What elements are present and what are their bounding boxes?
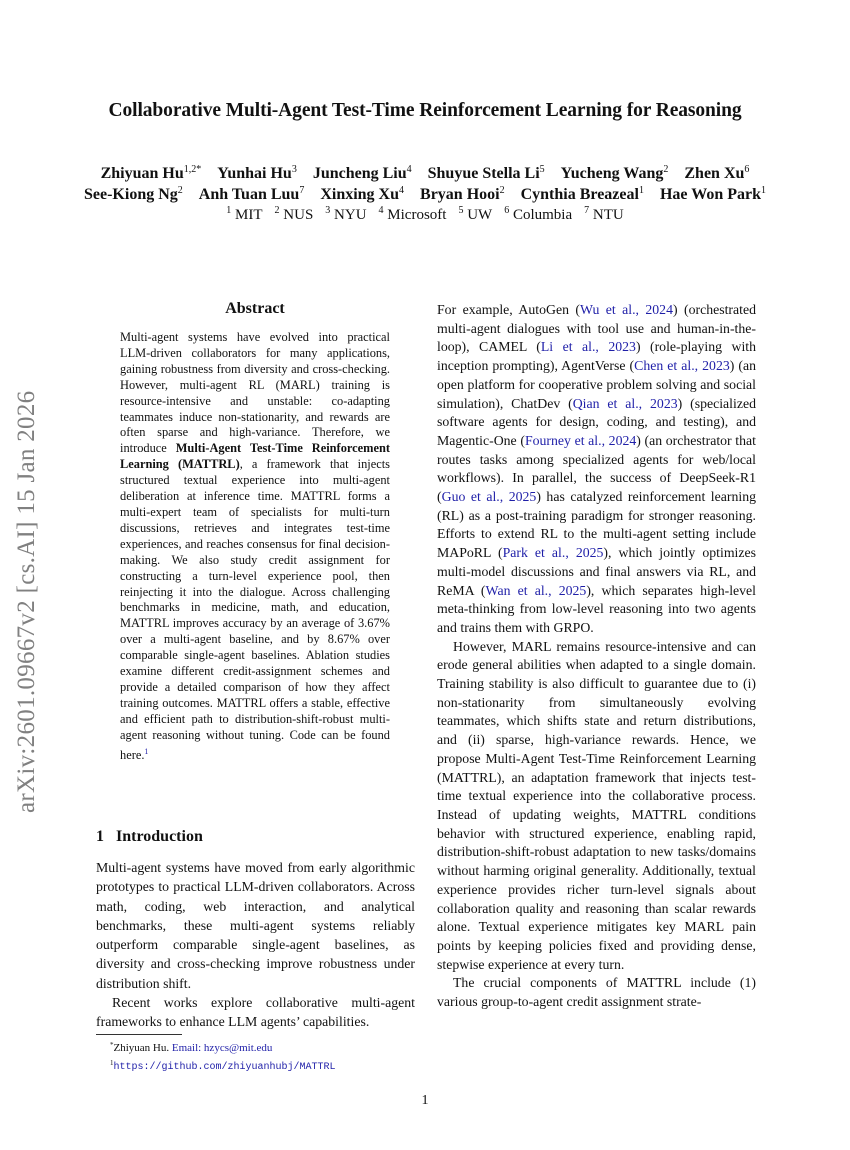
author-name: Anh Tuan Luu$^7$ bbox=[198, 185, 305, 203]
affiliation-number: 7 bbox=[584, 205, 590, 216]
affiliation-mark: 2 bbox=[177, 185, 183, 196]
affiliation-number: 1 bbox=[226, 205, 232, 216]
footnote-code-url bbox=[110, 1056, 336, 1075]
section-number: 1 bbox=[96, 828, 104, 845]
authors-row-2 bbox=[0, 185, 850, 204]
right-column-body bbox=[437, 301, 756, 1012]
arxiv-identifier-stamp: arXiv:2601.09667v2 [cs.AI] 15 Jan 2026 bbox=[13, 390, 40, 813]
citation-link[interactable]: Qian et al., 2023 bbox=[572, 395, 678, 411]
right-paragraph-2: However, MARL remains resource-intensive and can erode general abilities when adapted to a single domain. Training stability is also difficult to guarantee due to (i) non-stationarity from simultaneously evolving teammates, which shifts state and return distributions, and (ii) sparse, high-variance rewards. Hence, we propose Multi-Agent Test-Time Reinforcement Learning (MATTRL), an adaptation framework that injects test-time textual experience into the collaborative process. Instead of updating weights, MATTRL conditions behavior with structured experience, enabling rapid, distribution-shift-robust adaptation to new tasks/domains without harming original generality. Additionally, textual experience provides richer turn-level signals about collaboration quality and reasoning than scalar rewards alone. Textual experience mitigates key MARL pain points by keeping policies fixed and providing dense, stepwise experience at every turn. bbox=[437, 638, 756, 972]
text-run: ) (role-playing with inception prompting), AgentVerse ( bbox=[437, 339, 757, 374]
right-paragraph-1 bbox=[437, 301, 756, 638]
author-name: Yucheng Wang$^2$ bbox=[560, 164, 669, 182]
affiliation-number: 2 bbox=[274, 205, 280, 216]
right-paragraph-3: The crucial components of MATTRL include (1) various group-to-agent credit assignment strate- bbox=[437, 975, 756, 1010]
affiliation-item: $^5$ UW bbox=[458, 205, 493, 223]
abstract-text-1: Multi-agent systems have evolved into practical LLM-driven collaborators for many applications, gaining robustness from diversity and cross-checking. However, multi-agent RL (MARL) training is resource-intensive and unstable: co-adapting teammates induce non-stationarity, and rewards are often sparse and high-variance. Therefore, we introduce bbox=[120, 330, 390, 456]
footnote-mark-star: * bbox=[110, 1041, 114, 1049]
author-name: Shuyue Stella Li$^5$ bbox=[427, 164, 545, 182]
intro-paragraph-2: Recent works explore collaborative multi-agent frameworks to enhance LLM agents’ capabilities. bbox=[96, 995, 415, 1030]
affiliation-mark: 1,2* bbox=[183, 164, 202, 175]
affiliation-item: $^4$ Microsoft bbox=[378, 205, 447, 223]
authors-row-1 bbox=[0, 164, 850, 183]
text-run: ) (specialized software agents for design, coding, and testing), and Magentic-One ( bbox=[437, 395, 756, 448]
footnote-corresponding-author bbox=[110, 1038, 336, 1056]
affiliation-item: $^3$ NYU bbox=[325, 205, 367, 223]
abstract-text-2: , a framework that injects structured textual experience into multi-agent deliberation at inference time. MATTRL forms a multi-expert team of specialists for multi-turn discussions, retrieves and integrates test-time experiences, and reaches consensus for final decision-making. We also study credit assignment for constructing a turn-level experience pool, then reinjecting it into the dialogue. Across challenging benchmarks in medicine, math, and education, MATTRL improves accuracy by an average of 3.67% over a multi-agent baseline, and by 8.67% over comparable single-agent baselines. Ablation studies examine different credit-assignment schemes and provide a detailed comparison of how they affect training outcomes. MATTRL offers a stable, effective and efficient path to distribution-shift-robust multi-agent reasoning without tuning. Code can be found here. bbox=[120, 457, 390, 762]
affiliation-mark: 1 bbox=[638, 185, 644, 196]
footnote-author: Zhiyuan Hu. bbox=[113, 1042, 172, 1054]
citation-link[interactable]: Guo et al., 2025 bbox=[441, 489, 537, 505]
citation-link[interactable]: Park et al., 2025 bbox=[502, 545, 604, 561]
email-link[interactable]: Email: hzycs@mit.edu bbox=[171, 1042, 273, 1054]
footnote-mark-1: 1 bbox=[110, 1059, 114, 1067]
affiliation-mark: 4 bbox=[406, 164, 412, 175]
author-name: Xinxing Xu$^4$ bbox=[320, 185, 405, 203]
affiliation-mark: 1 bbox=[760, 185, 766, 196]
paper-title: Collaborative Multi-Agent Test-Time Reinforcement Learning for Reasoning bbox=[108, 100, 742, 121]
text-run: ) (an open platform for cooperative problem solving and social simulation), ChatDev ( bbox=[437, 358, 756, 411]
author-name: Yunhai Hu$^3$ bbox=[217, 164, 297, 182]
citation-link[interactable]: Chen et al., 2023 bbox=[634, 358, 730, 374]
author-name: Juncheng Liu$^4$ bbox=[312, 164, 412, 182]
text-run: ), which jointly optimizes multi-model discussions and final answers via RL, and ReMA ( bbox=[437, 545, 756, 598]
abstract-method-name: Multi-Agent Test-Time Reinforcement Learning (MATTRL) bbox=[120, 441, 390, 472]
affiliation-mark: 2 bbox=[663, 164, 669, 175]
citation-link[interactable]: Li et al., 2023 bbox=[540, 339, 636, 355]
affiliation-mark: 6 bbox=[744, 164, 750, 175]
text-run: For example, AutoGen ( bbox=[437, 302, 580, 317]
affiliation-item: $^2$ NUS bbox=[274, 205, 314, 223]
affiliation-number: 6 bbox=[504, 205, 510, 216]
section-title: Introduction bbox=[116, 828, 203, 845]
affiliation-mark: 5 bbox=[539, 164, 545, 175]
author-name: Zhiyuan $Hu^{1,2*}$ bbox=[100, 164, 202, 182]
footnote-link-1[interactable]: 1 bbox=[144, 746, 149, 756]
affiliation-mark: 3 bbox=[291, 164, 297, 175]
author-name: Bryan Hooi$^2$ bbox=[420, 185, 505, 203]
text-run: ) (orchestrated multi-agent dialogues with tool use and human-in-the-loop), CAMEL ( bbox=[437, 302, 756, 355]
affiliation-mark: 2 bbox=[499, 185, 505, 196]
affiliations bbox=[0, 205, 850, 224]
page-number: 1 bbox=[421, 1093, 429, 1108]
author-name: See-Kiong Ng$^2$ bbox=[84, 185, 183, 203]
affiliation-item: $^7$ NTU bbox=[584, 205, 624, 223]
author-name: Hae Won Park$^1$ bbox=[659, 185, 766, 203]
affiliation-mark: 4 bbox=[399, 185, 405, 196]
github-link[interactable]: https://github.com/zhiyuanhubj/MATTRL bbox=[113, 1062, 336, 1073]
affiliation-number: 5 bbox=[458, 205, 464, 216]
text-run: ) (an orchestrator that routes tasks among specialized agents for web/local workflows). In parallel, the success of DeepSeek-R1 ( bbox=[437, 432, 756, 505]
author-name: Zhen Xu$^6$ bbox=[684, 164, 750, 182]
section-heading-introduction bbox=[96, 828, 203, 846]
citation-link[interactable]: Fourney et al., 2024 bbox=[524, 432, 637, 448]
affiliation-item: $^1$ MIT bbox=[226, 205, 263, 223]
footnote-rule bbox=[96, 1034, 182, 1035]
affiliation-mark: 7 bbox=[299, 185, 305, 196]
text-run: ) has catalyzed reinforcement learning (RL) as a post-training paradigm for stronger reasoning. Efforts to extend RL to the multi-agent setting include MAPoRL ( bbox=[437, 489, 756, 561]
footnotes bbox=[110, 1038, 336, 1075]
abstract-heading: Abstract bbox=[225, 300, 285, 317]
intro-paragraph-1: Multi-agent systems have moved from early algorithmic prototypes to practical LLM-driven collaborators. Across math, coding, web interaction, and analytical benchmarks, these multi-agent systems reliably outperform comparable single-agent baselines, as diversity and cross-checking improve robustness under distribution shift. bbox=[96, 860, 415, 991]
affiliation-item: $^6$ Columbia bbox=[504, 205, 573, 223]
abstract-body bbox=[120, 330, 390, 763]
affiliation-number: 3 bbox=[325, 205, 331, 216]
text-run: ), which separates high-level meta-thinking from low-level reasoning into two agents and trains them with GRPO. bbox=[437, 582, 757, 635]
affiliation-number: 4 bbox=[378, 205, 384, 216]
introduction-body bbox=[96, 858, 415, 1032]
citation-link[interactable]: Wan et al., 2025 bbox=[485, 582, 587, 598]
citation-link[interactable]: Wu et al., 2024 bbox=[579, 302, 673, 317]
author-name: Cynthia Breazeal$^1$ bbox=[520, 185, 644, 203]
